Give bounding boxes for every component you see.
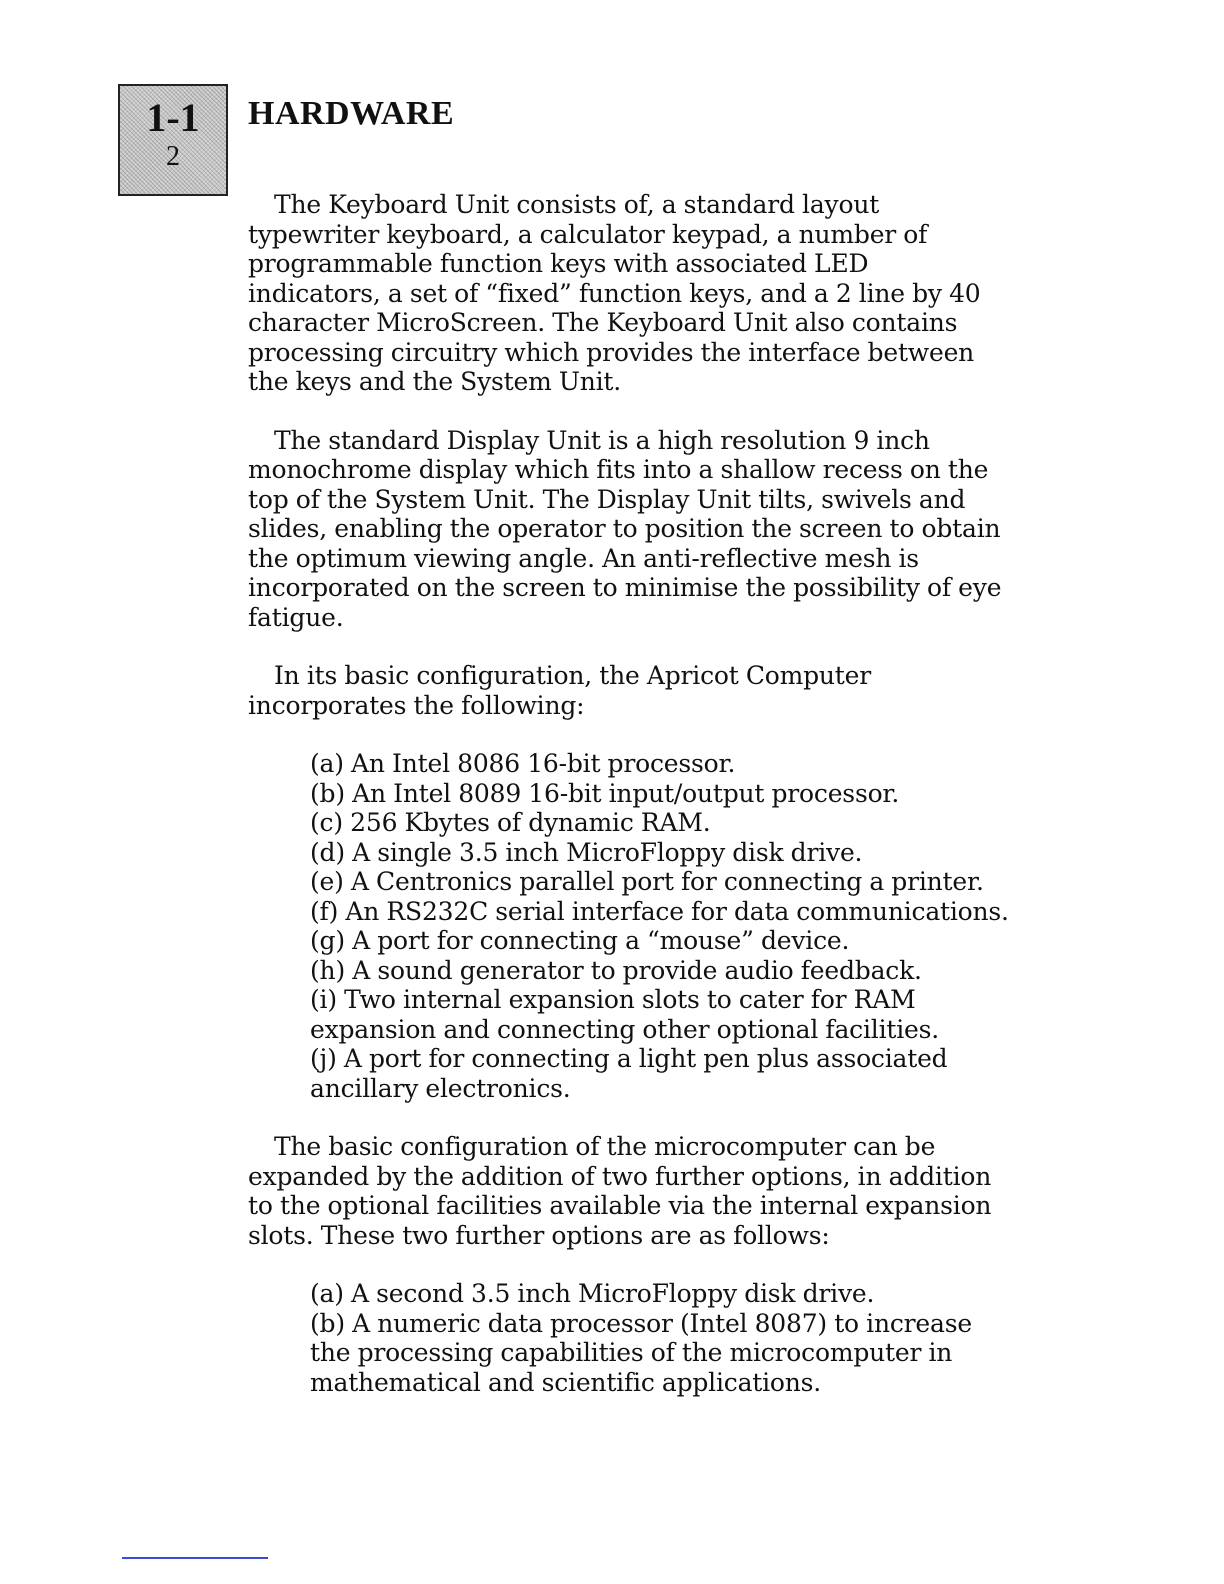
further-options-list <box>310 1279 1010 1397</box>
paragraph-keyboard-unit: The Keyboard Unit consists of, a standard layout typewriter keyboard, a calculator keypad, a number of programmable function keys with associated LED indicators, a set of “fixed” function keys, and a 2 line by 40 character MicroScreen. The Keyboard Unit also contains processing circuitry which provides the interface between the keys and the System Unit. <box>248 190 981 396</box>
list-item: (j) A port for connecting a light pen plus associated ancillary electronics. <box>310 1044 948 1103</box>
page-number: 2 <box>166 141 180 172</box>
list-item: (c) 256 Kbytes of dynamic RAM. <box>310 808 711 837</box>
body-text <box>248 190 1008 1426</box>
list-item: (i) Two internal expansion slots to cater for RAM expansion and connecting other optional facilities. <box>310 985 939 1044</box>
basic-configuration-list <box>310 749 1010 1103</box>
list-item: (e) A Centronics parallel port for connecting a printer. <box>310 867 984 896</box>
list-item: (b) An Intel 8089 16-bit input/output processor. <box>310 778 900 808</box>
list-item: (a) A second 3.5 inch MicroFloppy disk drive. <box>310 1279 875 1308</box>
list-item: (b) A numeric data processor (Intel 8087) to increase the processing capabilities of the microcomputer in mathematical and scientific applications. <box>310 1308 972 1397</box>
paragraph-basic-configuration: In its basic configuration, the Apricot Computer incorporates the following: <box>248 661 871 720</box>
list-item: (f) An RS232C serial interface for data communications. <box>310 896 1009 926</box>
list-item: (h) A sound generator to provide audio feedback. <box>310 955 922 985</box>
section-number: 1-1 <box>146 95 200 140</box>
list-item: (a) An Intel 8086 16-bit processor. <box>310 749 736 778</box>
list-item: (g) A port for connecting a “mouse” device. <box>310 926 850 955</box>
paragraph-expansion-options: The basic configuration of the microcomputer can be expanded by the addition of two further options, in addition to the optional facilities available via the internal expansion slots. These two further options are as follows: <box>248 1132 992 1250</box>
section-badge <box>118 84 228 196</box>
footer-rule <box>122 1557 268 1559</box>
page-title: HARDWARE <box>248 95 455 132</box>
paragraph-display-unit: The standard Display Unit is a high resolution 9 inch monochrome display which fits into a shallow recess on the top of the System Unit. The Display Unit tilts, swivels and slides, enabling the operator to position the screen to obtain the optimum viewing angle. An anti-reflective mesh is incorporated on the screen to minimise the possibility of eye fatigue. <box>248 425 1002 632</box>
list-item: (d) A single 3.5 inch MicroFloppy disk drive. <box>310 837 863 867</box>
